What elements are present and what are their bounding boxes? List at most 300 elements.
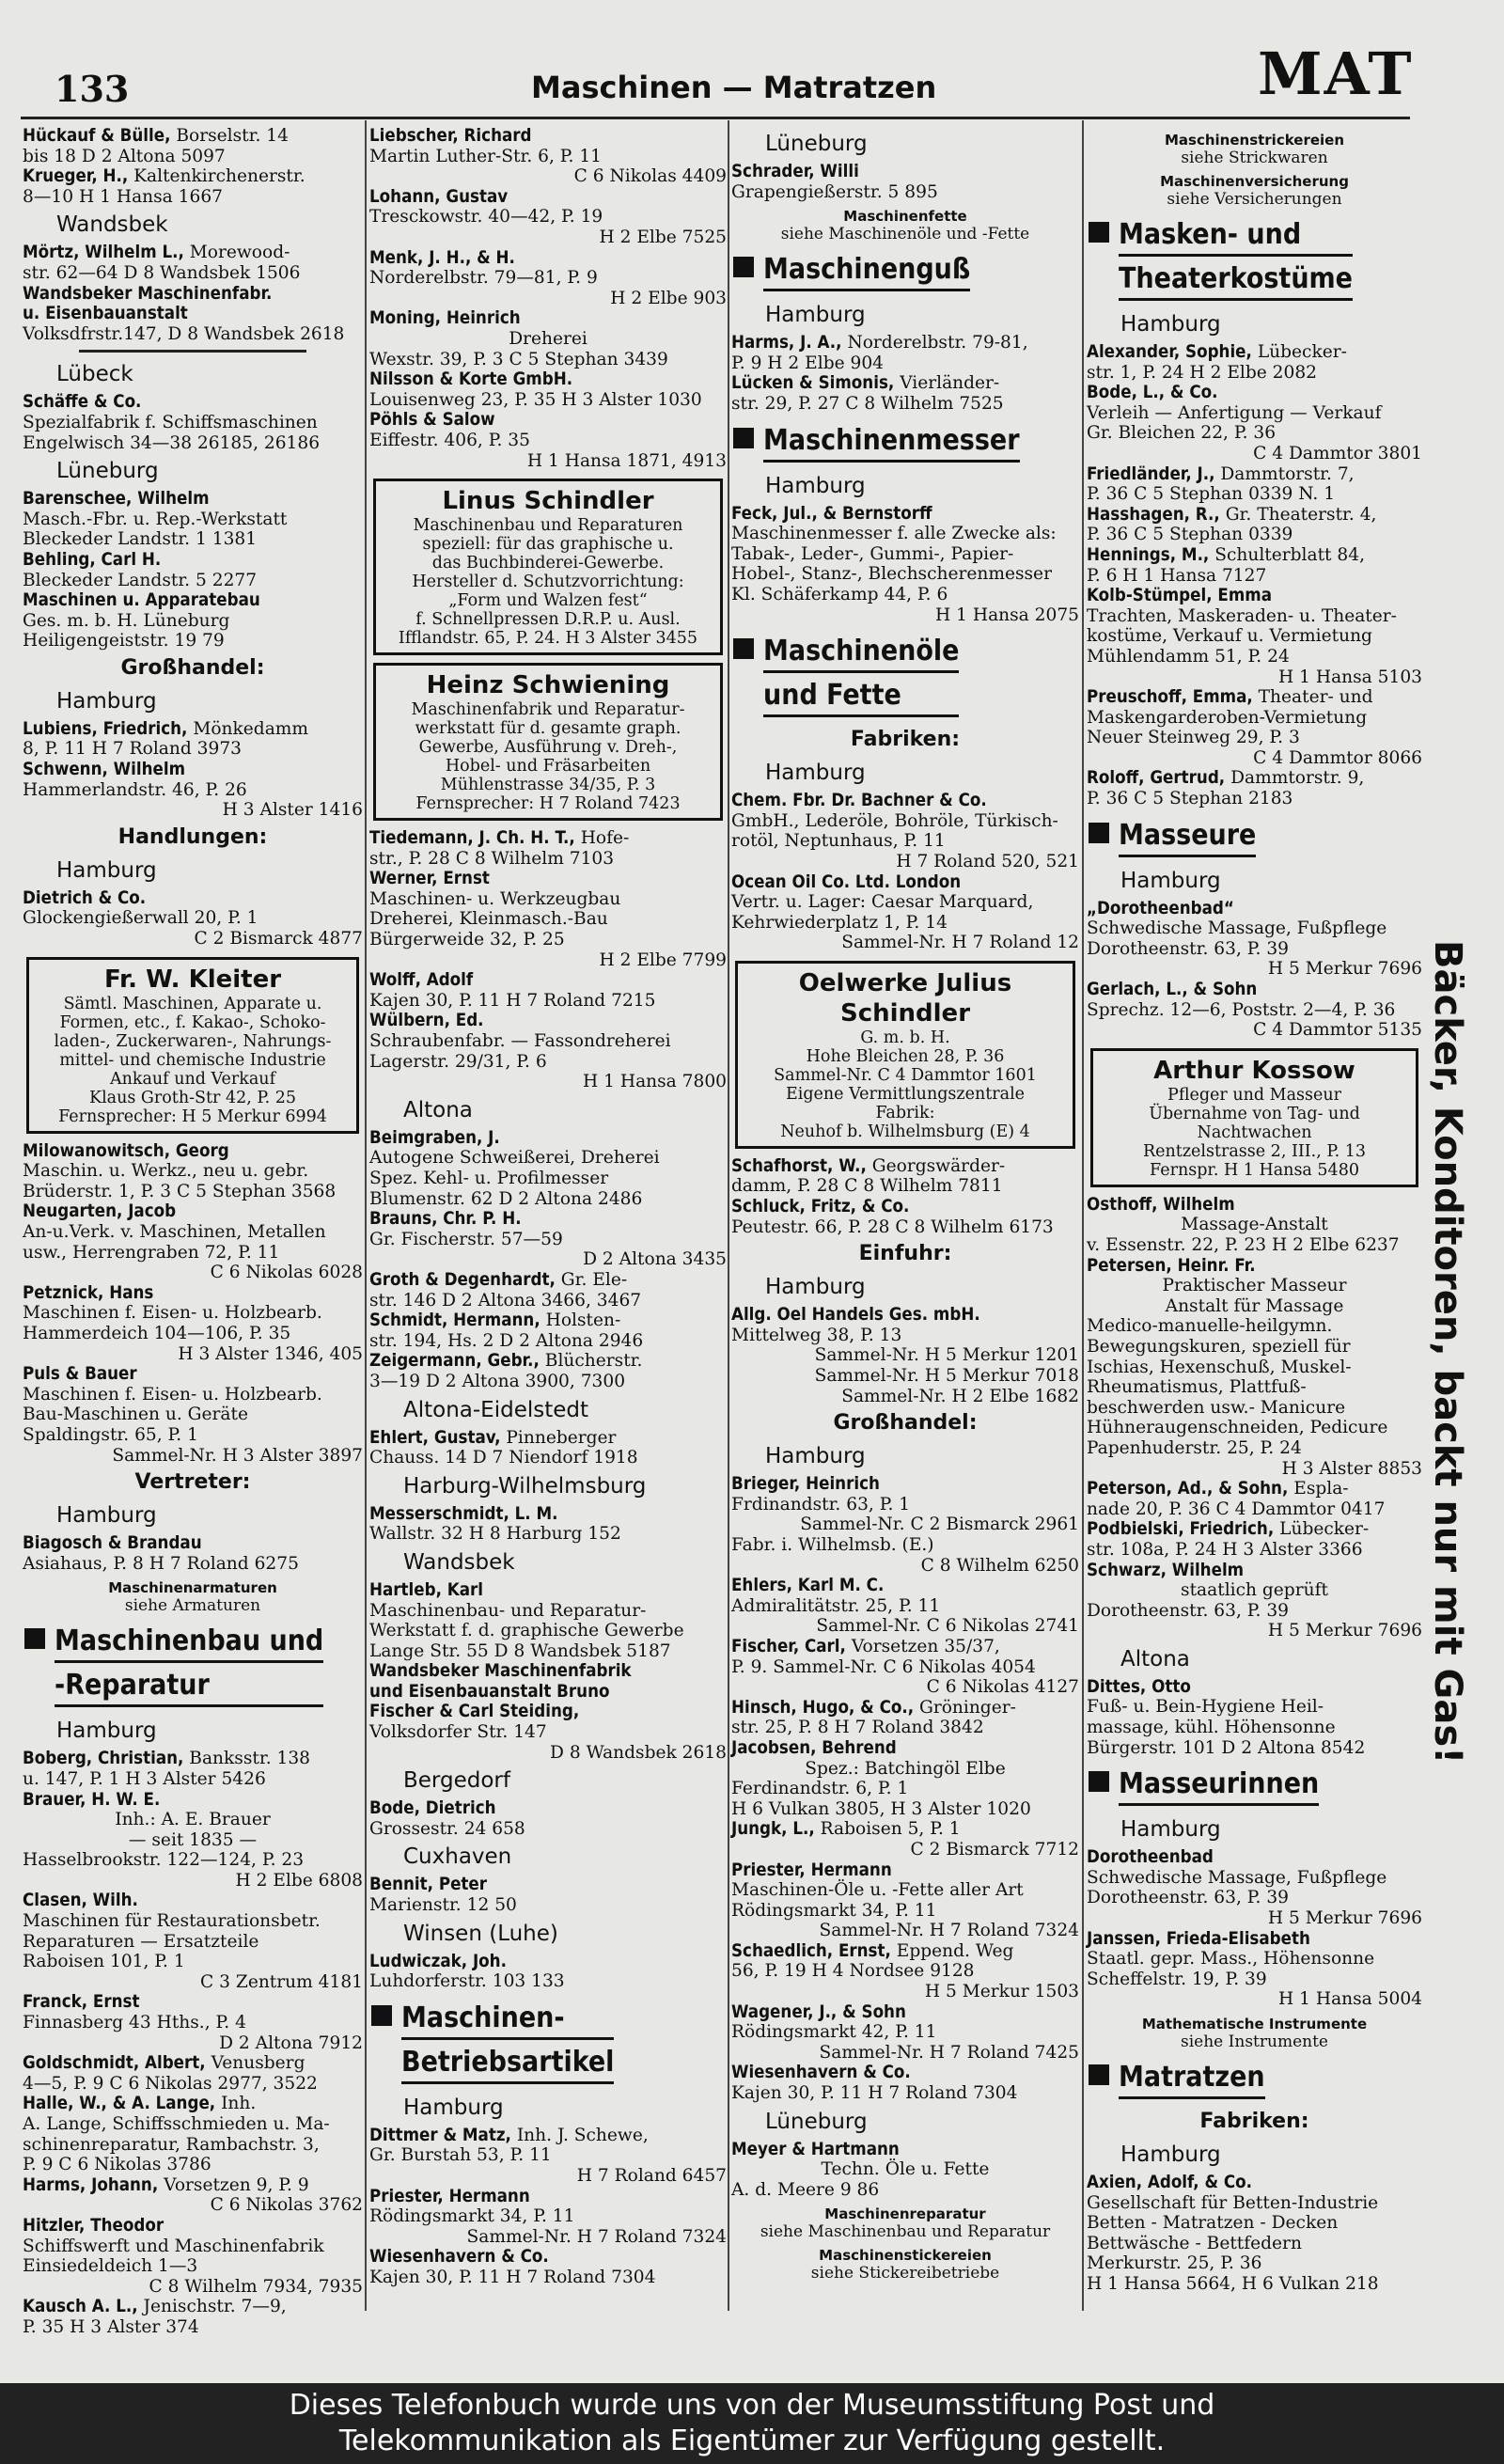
category-square-icon: [733, 428, 754, 448]
listing-detail: Vertr. u. Lager: Caesar Marquard,: [731, 892, 1034, 913]
listing-name: Wülbern, Ed.: [369, 1011, 484, 1031]
listing-line: [23, 1952, 363, 1972]
cross-reference: [23, 1579, 363, 1615]
listing-detail: P. 36 C 5 Stephan 0339 N. 1: [1087, 484, 1336, 505]
listing-line: [23, 908, 363, 929]
listing-line: [1087, 1677, 1422, 1698]
directory-column-1: [23, 126, 363, 2337]
category-title-line: Maschinenöle: [763, 633, 959, 673]
listing-detail: Ischias, Hexenschuß, Muskel-: [1087, 1357, 1352, 1377]
listing-line: [731, 333, 1079, 353]
listing-detail: A. Lange, Schiffsschmieden u. Ma-: [23, 2114, 330, 2134]
listing-line: [23, 1972, 363, 1993]
advertisement-box: [1090, 1048, 1418, 1187]
listing-line: [23, 1992, 363, 2013]
listing-detail: Hühneraugenschneiden, Pedicure: [1087, 1418, 1388, 1438]
listing-line: [369, 166, 727, 187]
listing-line: [1087, 1479, 1422, 1499]
listing-line: [23, 304, 363, 324]
cross-reference: [731, 208, 1079, 243]
listing-line: [1087, 342, 1422, 363]
advertisement-line: Hersteller d. Schutzvorrichtung:: [412, 573, 684, 592]
listing-line: [23, 631, 363, 651]
listing-name: „Dorotheenbad“: [1087, 898, 1234, 918]
listing-detail: Glockengießerwall 20, P. 1: [23, 908, 258, 929]
listing-line: [731, 1514, 1079, 1535]
listing-line: [731, 1941, 1079, 1962]
listing-detail: Ges. m. b. H. Lüneburg: [23, 610, 230, 631]
category-title: [55, 1623, 323, 1711]
listing-name: Brauns, Chr. P. H.: [369, 1209, 522, 1230]
listing-name: Friedländer, J.,: [1087, 463, 1215, 484]
listing-detail: H 5 Merkur 7696: [1267, 959, 1422, 980]
listing-detail: Maschinen f. Eisen- u. Holzbearb.: [23, 1303, 322, 1324]
listing-detail: H 1 Hansa 5103: [1278, 667, 1422, 687]
listing-name: Bennit, Peter: [369, 1875, 488, 1895]
listing-line: [1087, 647, 1422, 667]
listing-detail: Kajen 30, P. 11 H 7 Roland 7304: [731, 2083, 1018, 2104]
listing-detail: P. 6 H 1 Hansa 7127: [1087, 565, 1267, 586]
listing-detail: Schraubenfabr. — Fassondreherei: [369, 1031, 671, 1052]
listing-line: [369, 1524, 727, 1545]
listing-detail: Dreherei: [509, 328, 588, 349]
listing-line: [23, 2277, 363, 2298]
listing-line: [1087, 708, 1422, 729]
city-heading: Lüneburg: [765, 132, 868, 156]
divider: [79, 350, 306, 353]
listing-detail: Volksdfrstr.147, D 8 Wandsbek 2618: [23, 323, 345, 344]
listing-detail: str. 108a, P. 24 H 3 Alster 3366: [1087, 1539, 1363, 1560]
listing-detail: Hobel-, Stanz-, Blechscherenmesser: [731, 564, 1052, 585]
listing-line: [731, 1799, 1079, 1820]
listing-line: [369, 930, 727, 950]
column-divider: [728, 120, 729, 2311]
listing-line: [23, 147, 363, 167]
listing-line: [1087, 918, 1422, 939]
listing-line: [23, 1283, 363, 1304]
listing-detail: C 3 Zentrum 4181: [200, 1971, 363, 1992]
listing-line: [369, 451, 727, 472]
listing-detail: Kaltenkirchenerstr.: [133, 166, 306, 187]
listing-line: [23, 243, 363, 263]
footer-line: Telekommunikation als Eigentümer zur Verfügung gestellt.: [338, 2425, 1166, 2457]
listing-detail: Dorotheenstr. 63, P. 39: [1087, 938, 1289, 959]
listing-detail: H 1 Hansa 5004: [1278, 1989, 1422, 2010]
listing-detail: Theater- und: [1258, 687, 1373, 708]
listing-detail: str. 25, P. 8 H 7 Roland 3842: [731, 1718, 984, 1738]
listing-detail: Hasselbrookstr. 122—124, P. 23: [23, 1850, 305, 1871]
advertisement-line: Hohe Bleichen 28, P. 36: [806, 1046, 1005, 1066]
cross-reference-heading: Maschinenstrickereien: [1164, 132, 1345, 149]
listing-line: [23, 1810, 363, 1830]
listing-detail: Dorotheenstr. 63, P. 39: [1087, 1600, 1289, 1621]
listing-line: [369, 1743, 727, 1764]
listing-detail: Trachten, Maskeraden- u. Theater-: [1087, 605, 1397, 626]
listing-name: Groth & Degenhardt,: [369, 1269, 556, 1290]
listing-name: Wagener, J., & Sohn: [731, 2001, 906, 2022]
listing-detail: H 2 Elbe 7799: [599, 950, 727, 970]
listing-line: [731, 1657, 1079, 1678]
directory-column-4: [1087, 126, 1422, 2316]
listing-detail: Dammtorstr. 7,: [1220, 463, 1355, 484]
listing-line: [1087, 1337, 1422, 1358]
listing-detail: Sammel-Nr. C 2 Bismarck 2961: [800, 1514, 1079, 1535]
listing-name: Feck, Jul., & Bernstorff: [731, 503, 932, 524]
listing-detail: staatlich geprüft: [1181, 1580, 1328, 1601]
listing-line: [369, 1722, 727, 1743]
listing-detail: Fuß- u. Bein-Hygiene Heil-: [1087, 1697, 1324, 1718]
listing-line: [369, 1031, 727, 1052]
cross-reference: [1087, 132, 1422, 167]
listing-detail: Wexstr. 39, P. 3 C 5 Stephan 3439: [369, 349, 668, 369]
advertisement-title: Arthur Kossow: [1153, 1056, 1355, 1085]
listing-line: [23, 1385, 363, 1405]
advertisement-title: Oelwerke Julius Schindler: [798, 968, 1012, 1028]
listing-line: [1087, 748, 1422, 769]
advertisement-box: [735, 961, 1075, 1149]
listing-detail: Lange Str. 55 D 8 Wandsbek 5187: [369, 1640, 671, 1661]
category-square-icon: [24, 1628, 45, 1649]
listing-line: [23, 489, 363, 510]
listing-detail: Reparaturen — Ersatzteile: [23, 1931, 259, 1952]
listing-line: [369, 1661, 727, 1682]
listing-detail: Mönkedamm: [193, 718, 309, 739]
city-heading: Hamburg: [765, 303, 866, 328]
listing-detail: Gr. Fischerstr. 57—59: [369, 1229, 563, 1249]
listing-line: [23, 2256, 363, 2277]
listing-line: [369, 1428, 727, 1449]
listing-detail: Dorotheenstr. 63, P. 39: [1087, 1888, 1289, 1908]
listing-name: Priester, Hermann: [369, 2186, 530, 2206]
listing-line: [1087, 403, 1422, 424]
listing-name: Schwarz, Wilhelm: [1087, 1560, 1245, 1580]
listing-line: [23, 888, 363, 909]
cross-reference-target: siehe Maschinenöle und -Fette: [780, 225, 1030, 244]
listing-line: [1087, 2253, 1422, 2274]
listing-detail: Grapengießerstr. 5 895: [731, 181, 938, 202]
category-title-line: Masseure: [1119, 817, 1256, 857]
listing-detail: Lübecker-: [1279, 1519, 1370, 1540]
listing-line: [23, 413, 363, 433]
listing-line: [369, 1448, 727, 1468]
listing-line: [1087, 2213, 1422, 2234]
listing-line: [1087, 1847, 1422, 1868]
city-heading: Altona-Eidelstedt: [403, 1397, 589, 1422]
listing-line: [1087, 1601, 1422, 1622]
listing-detail: Staatl. gepr. Mass., Höhensonne: [1087, 1949, 1375, 1970]
listing-detail: H 3 Alster 1346, 405: [178, 1343, 363, 1364]
listing-line: [1087, 1296, 1422, 1317]
listing-name: Behling, Carl H.: [23, 549, 162, 570]
listing-detail: H 6 Vulkan 3805, H 3 Alster 1020: [731, 1798, 1031, 1819]
listing-detail: Gesellschaft für Betten-Industrie: [1087, 2192, 1379, 2213]
listing-name: Harms, Johann,: [23, 2174, 159, 2195]
listing-detail: Autogene Schweißerei, Dreherei: [369, 1148, 660, 1169]
listing-detail: Betten - Matratzen - Decken: [1087, 2213, 1339, 2234]
listing-detail: Maschinenbau- und Reparatur-: [369, 1600, 647, 1621]
category-title-line: Maschinen-: [401, 2000, 614, 2040]
listing-name: Podbielski, Friedrich,: [1087, 1519, 1275, 1540]
listing-name: Lubiens, Friedrich,: [23, 718, 188, 739]
listing-line: [23, 2236, 363, 2257]
listing-detail: Maschinen-Öle u. -Fette aller Art: [731, 1880, 1024, 1901]
listing-detail: Engelwisch 34—38 26185, 26186: [23, 432, 321, 453]
listing-line: [23, 1344, 363, 1365]
listing-detail: usw., Herrengraben 72, P. 11: [23, 1242, 280, 1263]
advertisement-line: werkstatt für d. gesamte graph.: [415, 719, 682, 739]
listing-detail: H 1 Hansa 5664, H 6 Vulkan 218: [1087, 2273, 1379, 2294]
listing-line: [1087, 1256, 1422, 1277]
listing-line: [731, 1366, 1079, 1387]
city-heading: Winsen (Luhe): [403, 1921, 558, 1946]
cross-reference-heading: Maschinenstickereien: [819, 2247, 992, 2265]
cross-reference-target: siehe Stickereibetriebe: [810, 2264, 1000, 2284]
listing-name: Ehlert, Gustav,: [369, 1427, 501, 1448]
listing-line: [369, 390, 727, 411]
city-heading: Hamburg: [765, 1275, 866, 1300]
listing-name: Lohann, Gustav: [369, 186, 509, 207]
listing-detail: Vierländer-: [900, 373, 1000, 394]
advertisement-title: Heinz Schwiening: [426, 671, 670, 700]
listing-line: [1087, 1561, 1422, 1581]
listing-name: Wandsbeker Maschinenfabr.: [23, 283, 273, 304]
listing-detail: bis 18 D 2 Altona 5097: [23, 146, 226, 166]
listing-line: [369, 431, 727, 451]
advertisement-title: Linus Schindler: [442, 487, 654, 516]
listing-detail: Bau-Maschinen u. Geräte: [23, 1405, 248, 1425]
subsection-heading: Vertreter:: [134, 1470, 251, 1495]
listing-detail: Maschinenmesser f. alle Zwecke als:: [731, 524, 1057, 544]
listing-line: [23, 2195, 363, 2216]
listing-line: [731, 2043, 1079, 2064]
listing-detail: Blumenstr. 62 D 2 Altona 2486: [369, 1188, 643, 1209]
listing-line: [23, 433, 363, 454]
listing-line: [731, 2022, 1079, 2043]
listing-name: Schluck, Fritz, & Co.: [731, 1197, 910, 1217]
listing-line: [1087, 2274, 1422, 2295]
listing-line: [1087, 1888, 1422, 1908]
listing-detail: Inh.: [221, 2094, 257, 2114]
listing-line: [369, 1641, 727, 1662]
category-heading: [1089, 817, 1422, 861]
listing-line: [1087, 687, 1422, 708]
listing-detail: Bleckeder Landstr. 5 2277: [23, 570, 258, 590]
listing-line: [369, 1230, 727, 1250]
listing-detail: Tabak-, Leder-, Gummi-, Papier-: [731, 543, 1014, 564]
listing-line: [369, 1189, 727, 1210]
listing-line: [23, 1932, 363, 1953]
city-heading: Altona: [403, 1097, 473, 1122]
listing-detail: H 7 Roland 6457: [576, 2166, 727, 2186]
listing-line: [731, 1197, 1079, 1217]
listing-detail: kostüme, Verkauf u. Vermietung: [1087, 626, 1372, 647]
listing-detail: Vorsetzen 9, P. 9: [164, 2174, 309, 2195]
cross-reference-heading: Maschinenreparatur: [824, 2205, 986, 2223]
subsection-heading: Großhandel:: [833, 1411, 978, 1436]
listing-name: Wiesenhavern & Co.: [731, 2063, 911, 2083]
listing-line: [369, 970, 727, 991]
section-code: MAT: [1258, 39, 1414, 108]
listing-name: Meyer & Hartmann: [731, 2139, 900, 2159]
listing-name: Schäffe & Co.: [23, 392, 142, 413]
listing-name: Ludwiczak, Joh.: [369, 1951, 507, 1971]
listing-line: [23, 392, 363, 413]
listing-name: Kausch A. L.,: [23, 2297, 138, 2317]
listing-name: Hinsch, Hugo, & Co.,: [731, 1697, 915, 1718]
listing-line: [369, 1895, 727, 1916]
advertisement-title: Fr. W. Kleiter: [103, 965, 282, 994]
listing-name: Chem. Fbr. Dr. Bachner & Co.: [731, 791, 987, 811]
advertisement-line: Gewerbe, Ausführung v. Dreh-,: [418, 738, 678, 758]
listing-line: [1087, 2193, 1422, 2214]
listing-line: [731, 892, 1079, 913]
listing-line: [731, 504, 1079, 525]
listing-line: [23, 1850, 363, 1871]
listing-line: [369, 329, 727, 350]
listing-detail: H 2 Elbe 7525: [599, 227, 727, 247]
city-heading: Hamburg: [403, 2095, 504, 2120]
listing-detail: Luhdorferstr. 103 133: [369, 1971, 565, 1992]
listing-line: [731, 544, 1079, 565]
listing-line: [369, 1148, 727, 1169]
listing-detail: Gröninger-: [918, 1697, 1016, 1718]
listing-detail: P. 35 H 3 Alster 374: [23, 2316, 199, 2337]
listing-line: [1087, 1621, 1422, 1641]
listing-name: Werner, Ernst: [369, 869, 490, 889]
city-heading: Cuxhaven: [403, 1844, 512, 1870]
listing-detail: Chauss. 14 D 7 Niendorf 1918: [369, 1448, 638, 1468]
listing-line: [731, 1156, 1079, 1177]
listing-line: [23, 1243, 363, 1263]
listing-line: [731, 1387, 1079, 1407]
category-square-icon: [733, 638, 754, 659]
listing-detail: P. 9 C 6 Nikolas 3786: [23, 2155, 212, 2175]
listing-detail: Volksdorfer Str. 147: [369, 1722, 547, 1743]
advertisement-line: Klaus Groth-Str 42, P. 25: [89, 1088, 296, 1107]
listing-name: Dietrich & Co.: [23, 887, 147, 908]
listing-line: [23, 2094, 363, 2114]
listing-detail: str. 62—64 D 8 Wandsbek 1506: [23, 262, 301, 283]
advertisement-line: Pfleger und Masseur: [1167, 1085, 1341, 1105]
listing-detail: H 3 Alster 1416: [222, 800, 363, 821]
listing-name: Dorotheenbad: [1087, 1847, 1214, 1868]
listing-detail: Bleckeder Landstr. 1 1381: [23, 529, 258, 550]
listing-detail: Rödingsmarkt 42, P. 11: [731, 2022, 937, 2043]
listing-line: [731, 1556, 1079, 1577]
category-title-line: Maschinenbau und: [55, 1623, 323, 1663]
advertisement-box: [373, 479, 723, 655]
city-heading: Hamburg: [56, 1719, 157, 1744]
listing-name: Ehlers, Karl M. C.: [731, 1576, 885, 1596]
listing-detail: Banksstr. 138: [189, 1749, 310, 1769]
listing-detail: Bewegungskuren, speziell für: [1087, 1336, 1351, 1357]
listing-line: [369, 1875, 727, 1895]
listing-name: Kolb-Stümpel, Emma: [1087, 586, 1272, 606]
listing-line: [23, 1201, 363, 1222]
listing-detail: Verleih — Anfertigung — Verkauf: [1087, 402, 1382, 423]
listing-line: [1087, 1418, 1422, 1438]
advertisement-line: Fabrik:: [875, 1103, 935, 1122]
listing-name: Wiesenhavern & Co.: [369, 2247, 549, 2268]
listing-detail: str., P. 28 C 8 Wilhelm 7103: [369, 848, 615, 869]
listing-line: [23, 2317, 363, 2338]
advertisement-line: Formen, etc., f. Kakao-, Schoko-: [59, 1012, 326, 1032]
listing-line: [731, 564, 1079, 585]
category-title-line: Maschinenguß: [763, 251, 970, 291]
listing-name: Barenschee, Wilhelm: [23, 489, 210, 510]
listing-name: Messerschmidt, L. M.: [369, 1503, 558, 1524]
listing-detail: H 5 Merkur 1503: [924, 1982, 1079, 2002]
listing-line: [731, 1305, 1079, 1326]
listing-detail: Espla-: [1293, 1479, 1349, 1499]
city-heading: Hamburg: [56, 688, 157, 714]
listing-detail: v. Essenstr. 22, P. 23 H 2 Elbe 6237: [1087, 1235, 1400, 1255]
listing-name: Goldschmidt, Albert,: [23, 2053, 206, 2074]
listing-detail: C 2 Bismarck 7712: [910, 1839, 1079, 1860]
listing-line: [23, 2074, 363, 2095]
listing-name: Hitzler, Theodor: [23, 2215, 164, 2236]
cross-reference-target: siehe Strickwaren: [1181, 149, 1328, 167]
listing-line: [369, 1011, 727, 1031]
listing-name: Bode, Dietrich: [369, 1798, 496, 1819]
listing-name: Puls & Bauer: [23, 1364, 137, 1385]
listing-line: [369, 2247, 727, 2268]
listing-detail: A. d. Meere 9 86: [731, 2179, 880, 2200]
category-square-icon: [1089, 222, 1109, 243]
listing-detail: Papenhuderstr. 25, P. 24: [1087, 1437, 1302, 1458]
category-title: [1119, 2059, 1265, 2103]
listing-detail: Dreherei, Kleinmasch.-Bau: [369, 909, 608, 930]
listing-detail: Massage-Anstalt: [1181, 1215, 1328, 1235]
listing-line: [731, 791, 1079, 811]
advertisement-line: Nachtwachen: [1197, 1122, 1312, 1142]
listing-line: [369, 126, 727, 147]
listing-detail: nade 20, P. 36 C 4 Dammtor 0417: [1087, 1499, 1386, 1519]
listing-line: [23, 1871, 363, 1891]
listing-detail: Sammel-Nr. C 6 Nikolas 2741: [816, 1616, 1079, 1637]
listing-line: [23, 1405, 363, 1425]
listing-name: Clasen, Wilh.: [23, 1891, 138, 1911]
listing-line: [731, 1698, 1079, 1719]
listing-line: [369, 991, 727, 1012]
listing-detail: beschwerden usw.- Manicure: [1087, 1397, 1346, 1418]
listing-line: [1087, 505, 1422, 526]
city-heading: Lüneburg: [765, 2109, 868, 2134]
listing-detail: Spaldingstr. 65, P. 1: [23, 1424, 198, 1445]
listing-detail: Marienstr. 12 50: [369, 1895, 517, 1916]
listing-detail: Peutestr. 66, P. 28 C 8 Wilhelm 6173: [731, 1216, 1054, 1237]
listing-detail: Spezialfabrik f. Schiffsmaschinen: [23, 412, 318, 432]
page-number: 133: [55, 68, 130, 110]
listing-name: Ocean Oil Co. Ltd. London: [731, 871, 962, 892]
listing-line: [23, 2175, 363, 2196]
advertisement-box: [373, 663, 723, 821]
listing-detail: Pinneberger: [506, 1427, 617, 1448]
advertisement-line: das Buchbinderei-Gewerbe.: [431, 554, 665, 573]
directory-column-2: [369, 126, 727, 2316]
listing-line: [1087, 1697, 1422, 1718]
listing-name: u. Eisenbauanstalt: [23, 304, 188, 324]
listing-detail: D 8 Wandsbek 2618: [550, 1742, 727, 1763]
cross-reference-target: siehe Armaturen: [124, 1596, 261, 1616]
category-heading: [371, 2000, 727, 2088]
column-divider: [365, 120, 367, 2311]
listing-name: Schafhorst, W.,: [731, 1155, 867, 1176]
cross-reference: [1087, 2016, 1422, 2051]
listing-line: [369, 1072, 727, 1092]
category-title: [763, 633, 959, 721]
advertisement-line: Fernspr. H 1 Hansa 5480: [1150, 1160, 1359, 1180]
